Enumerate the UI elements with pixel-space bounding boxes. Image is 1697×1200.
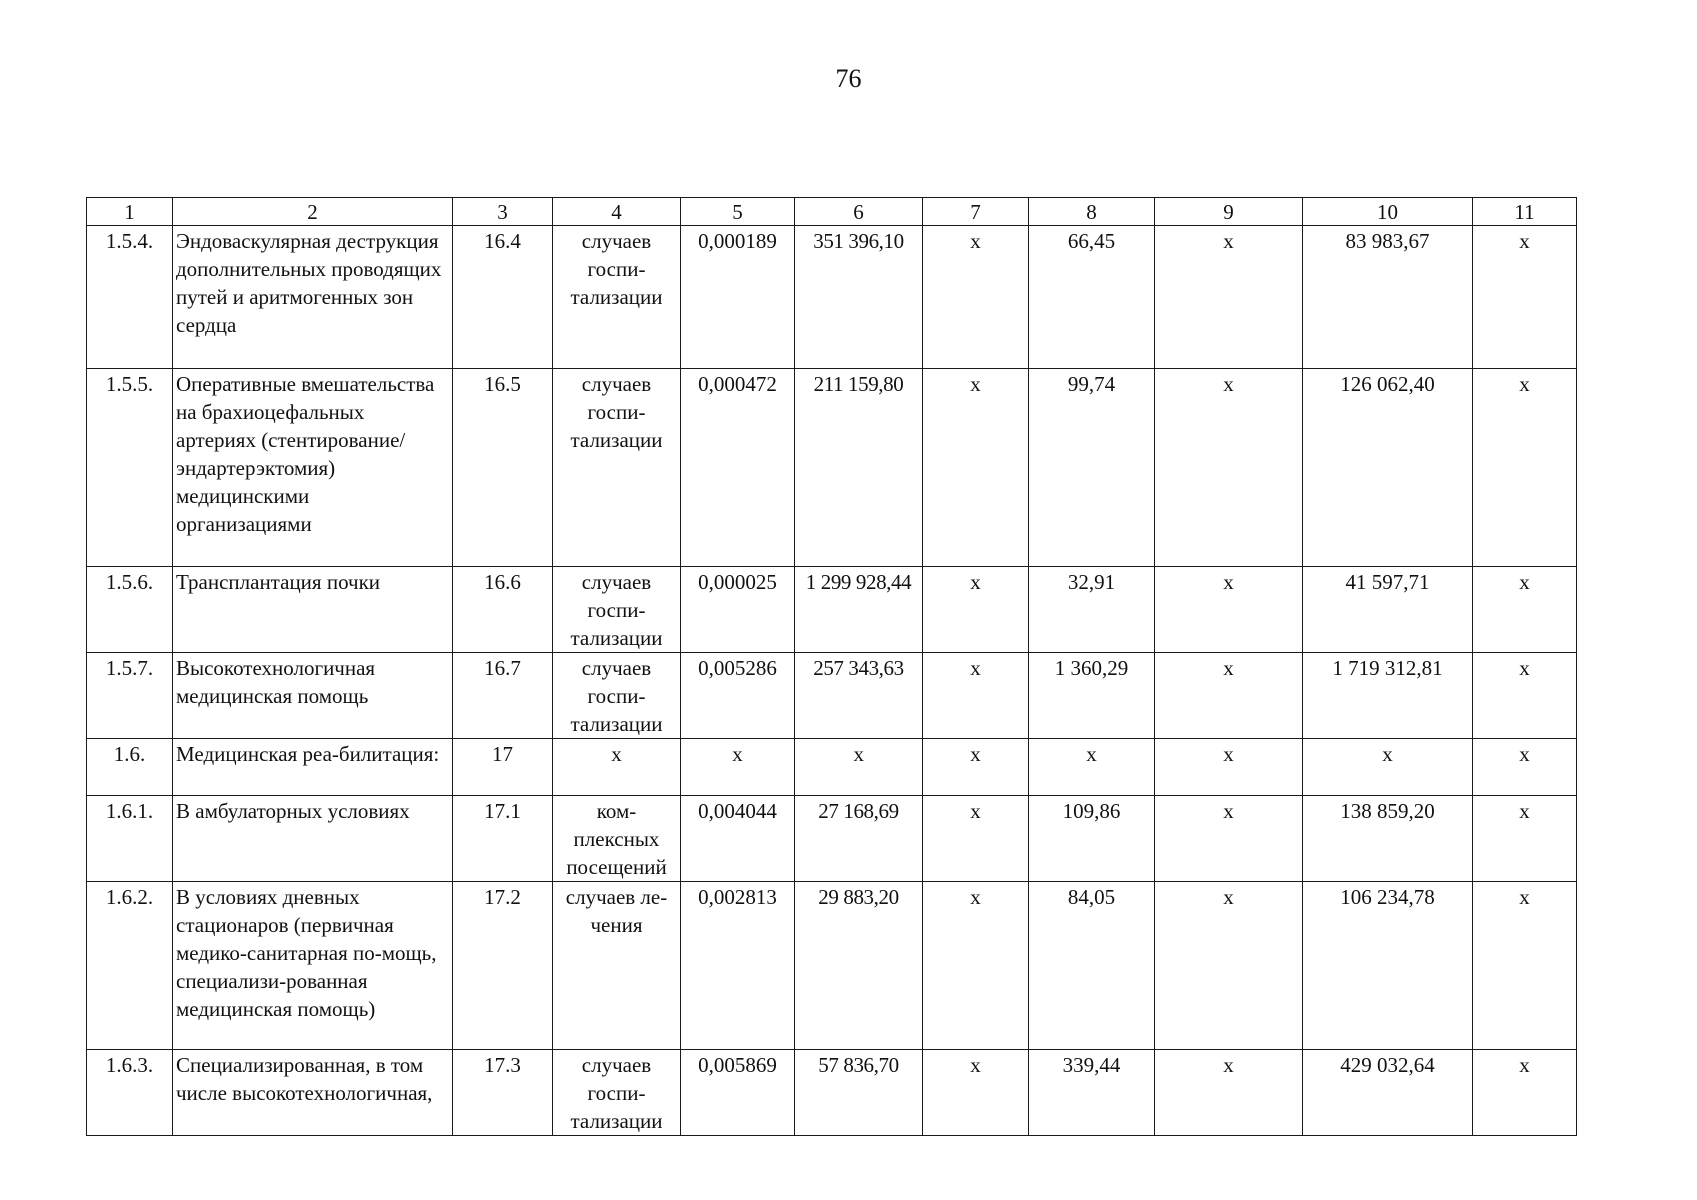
cell-col-6: 57 836,70 bbox=[795, 1050, 923, 1136]
row-number: 1.5.6. bbox=[87, 567, 173, 653]
row-code: 17.3 bbox=[453, 1050, 553, 1136]
header-cell: 7 bbox=[923, 198, 1029, 226]
row-code: 16.6 bbox=[453, 567, 553, 653]
cell-col-8: 1 360,29 bbox=[1029, 653, 1155, 739]
cell-col-9: х bbox=[1155, 567, 1303, 653]
header-cell: 10 bbox=[1303, 198, 1473, 226]
row-number: 1.5.4. bbox=[87, 226, 173, 369]
table-row bbox=[87, 369, 1577, 567]
table-row bbox=[87, 653, 1577, 739]
cell-col-8: 84,05 bbox=[1029, 882, 1155, 1050]
row-unit: случаев ле-чения bbox=[553, 882, 681, 1050]
row-code: 17 bbox=[453, 739, 553, 796]
header-cell: 11 bbox=[1473, 198, 1577, 226]
table-body bbox=[87, 226, 1577, 1136]
table-header bbox=[87, 198, 1577, 226]
cell-col-9: х bbox=[1155, 739, 1303, 796]
header-cell: 5 bbox=[681, 198, 795, 226]
row-number: 1.6.1. bbox=[87, 796, 173, 882]
cell-col-10: 41 597,71 bbox=[1303, 567, 1473, 653]
header-cell: 6 bbox=[795, 198, 923, 226]
cell-col-8: х bbox=[1029, 739, 1155, 796]
row-number: 1.5.5. bbox=[87, 369, 173, 567]
cell-col-10: 126 062,40 bbox=[1303, 369, 1473, 567]
cell-col-10: 106 234,78 bbox=[1303, 882, 1473, 1050]
cell-col-6: 1 299 928,44 bbox=[795, 567, 923, 653]
row-number: 1.6.2. bbox=[87, 882, 173, 1050]
row-description: В условиях дневных стационаров (первичная медико-санитарная по-мощь, специализи-рованная медицинская помощь) bbox=[173, 882, 453, 1050]
cell-col-11: х bbox=[1473, 882, 1577, 1050]
cell-col-9: х bbox=[1155, 796, 1303, 882]
table-row bbox=[87, 1050, 1577, 1136]
header-cell: 2 bbox=[173, 198, 453, 226]
cell-col-11: х bbox=[1473, 226, 1577, 369]
cell-col-6: х bbox=[795, 739, 923, 796]
cell-col-5: 0,004044 bbox=[681, 796, 795, 882]
row-code: 16.7 bbox=[453, 653, 553, 739]
cell-col-11: х bbox=[1473, 1050, 1577, 1136]
cell-col-5: 0,002813 bbox=[681, 882, 795, 1050]
header-cell: 9 bbox=[1155, 198, 1303, 226]
cell-col-6: 211 159,80 bbox=[795, 369, 923, 567]
row-description: Эндоваскулярная деструкция дополнительных проводящих путей и аритмогенных зон сердца bbox=[173, 226, 453, 369]
cell-col-5: 0,005286 bbox=[681, 653, 795, 739]
page-number: 76 bbox=[835, 64, 862, 93]
row-description: Оперативные вмешательства на брахиоцефальных артериях (стентирование/ эндартерэктомия) медицинскими организациями bbox=[173, 369, 453, 567]
cell-col-7: х bbox=[923, 567, 1029, 653]
cell-col-9: х bbox=[1155, 1050, 1303, 1136]
data-table bbox=[86, 197, 1577, 1136]
table-row bbox=[87, 882, 1577, 1050]
row-unit: случаев госпи-тализации bbox=[553, 653, 681, 739]
cell-col-7: х bbox=[923, 653, 1029, 739]
cell-col-6: 29 883,20 bbox=[795, 882, 923, 1050]
row-description: Высокотехнологичная медицинская помощь bbox=[173, 653, 453, 739]
row-description: Трансплантация почки bbox=[173, 567, 453, 653]
cell-col-7: х bbox=[923, 369, 1029, 567]
cell-col-7: х bbox=[923, 739, 1029, 796]
row-number: 1.6.3. bbox=[87, 1050, 173, 1136]
row-description: Специализированная, в том числе высокотехнологичная, bbox=[173, 1050, 453, 1136]
row-unit: х bbox=[553, 739, 681, 796]
cell-col-10: 83 983,67 bbox=[1303, 226, 1473, 369]
cell-col-5: х bbox=[681, 739, 795, 796]
cell-col-11: х bbox=[1473, 653, 1577, 739]
row-unit: случаев госпи-тализации bbox=[553, 1050, 681, 1136]
header-cell: 8 bbox=[1029, 198, 1155, 226]
row-code: 16.4 bbox=[453, 226, 553, 369]
cell-col-6: 351 396,10 bbox=[795, 226, 923, 369]
cell-col-6: 27 168,69 bbox=[795, 796, 923, 882]
table-row bbox=[87, 739, 1577, 796]
cell-col-11: х bbox=[1473, 369, 1577, 567]
header-cell: 3 bbox=[453, 198, 553, 226]
row-number: 1.5.7. bbox=[87, 653, 173, 739]
cell-col-10: х bbox=[1303, 739, 1473, 796]
cell-col-11: х bbox=[1473, 567, 1577, 653]
header-cell: 4 bbox=[553, 198, 681, 226]
row-code: 17.1 bbox=[453, 796, 553, 882]
row-unit: ком-плексных посещений bbox=[553, 796, 681, 882]
cell-col-9: х bbox=[1155, 653, 1303, 739]
cell-col-11: х bbox=[1473, 796, 1577, 882]
row-description: Медицинская реа-билитация: bbox=[173, 739, 453, 796]
cell-col-8: 99,74 bbox=[1029, 369, 1155, 567]
row-code: 17.2 bbox=[453, 882, 553, 1050]
cell-col-8: 109,86 bbox=[1029, 796, 1155, 882]
cell-col-5: 0,000025 bbox=[681, 567, 795, 653]
table-row bbox=[87, 226, 1577, 369]
cell-col-9: х bbox=[1155, 882, 1303, 1050]
row-code: 16.5 bbox=[453, 369, 553, 567]
header-row bbox=[87, 198, 1577, 226]
row-unit: случаев госпи-тализации bbox=[553, 226, 681, 369]
cell-col-7: х bbox=[923, 226, 1029, 369]
cell-col-7: х bbox=[923, 1050, 1029, 1136]
cell-col-9: х bbox=[1155, 369, 1303, 567]
cell-col-11: х bbox=[1473, 739, 1577, 796]
table-row bbox=[87, 567, 1577, 653]
cell-col-10: 429 032,64 bbox=[1303, 1050, 1473, 1136]
cell-col-5: 0,005869 bbox=[681, 1050, 795, 1136]
cell-col-5: 0,000472 bbox=[681, 369, 795, 567]
cell-col-8: 339,44 bbox=[1029, 1050, 1155, 1136]
row-number: 1.6. bbox=[87, 739, 173, 796]
cell-col-9: х bbox=[1155, 226, 1303, 369]
row-unit: случаев госпи-тализации bbox=[553, 567, 681, 653]
row-unit: случаев госпи-тализации bbox=[553, 369, 681, 567]
header-cell: 1 bbox=[87, 198, 173, 226]
cell-col-10: 1 719 312,81 bbox=[1303, 653, 1473, 739]
cell-col-7: х bbox=[923, 796, 1029, 882]
table-row bbox=[87, 796, 1577, 882]
cell-col-8: 32,91 bbox=[1029, 567, 1155, 653]
cell-col-8: 66,45 bbox=[1029, 226, 1155, 369]
cell-col-7: х bbox=[923, 882, 1029, 1050]
cell-col-10: 138 859,20 bbox=[1303, 796, 1473, 882]
row-description: В амбулаторных условиях bbox=[173, 796, 453, 882]
cell-col-6: 257 343,63 bbox=[795, 653, 923, 739]
cell-col-5: 0,000189 bbox=[681, 226, 795, 369]
